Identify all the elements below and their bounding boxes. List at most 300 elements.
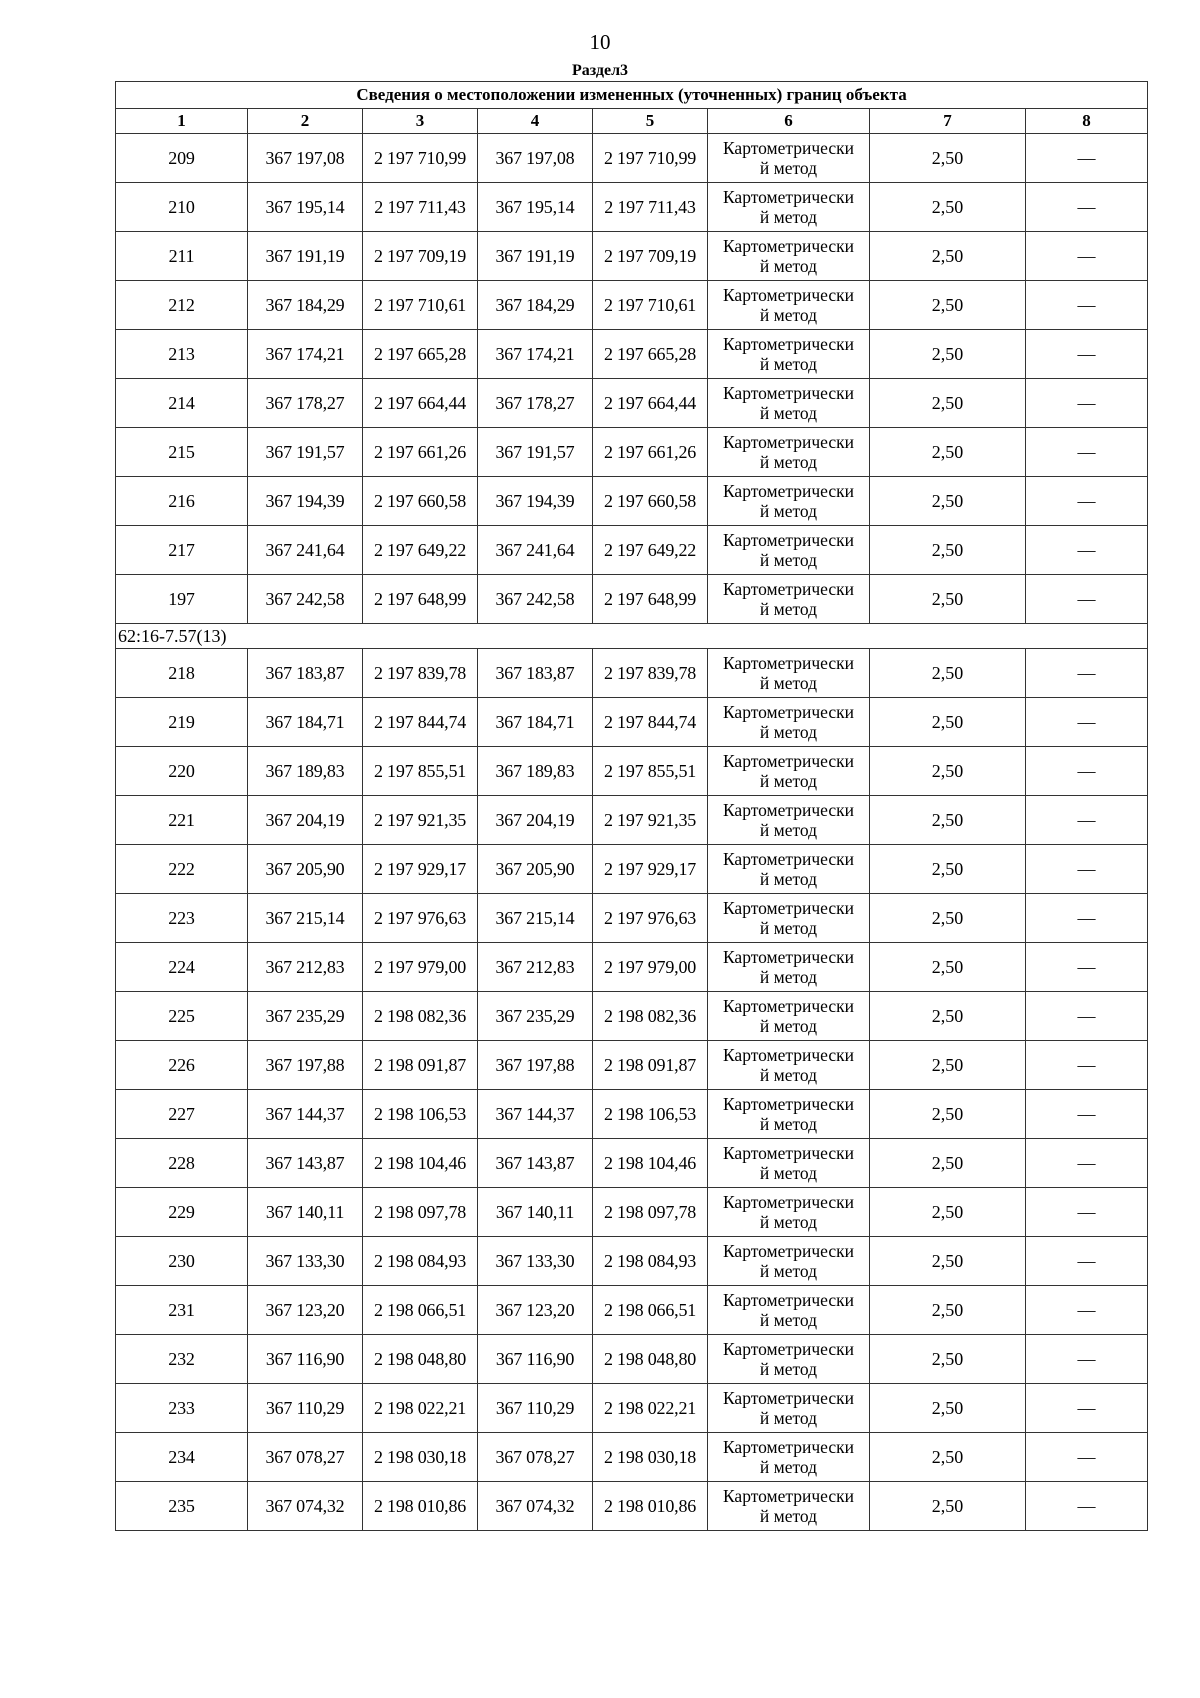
table-row bbox=[116, 281, 1148, 330]
method-cell bbox=[708, 183, 870, 232]
point-number: 215 bbox=[116, 428, 248, 477]
x-new: 367 116,90 bbox=[478, 1335, 593, 1384]
x-new: 367 235,29 bbox=[478, 992, 593, 1041]
point-number: 197 bbox=[116, 575, 248, 624]
method-text-line1: Картометрически bbox=[722, 1045, 855, 1065]
accuracy-value: 2,50 bbox=[870, 183, 1026, 232]
note-dash: — bbox=[1026, 330, 1148, 379]
accuracy-value: 2,50 bbox=[870, 698, 1026, 747]
y-old: 2 197 665,28 bbox=[363, 330, 478, 379]
method-cell bbox=[708, 796, 870, 845]
accuracy-value: 2,50 bbox=[870, 992, 1026, 1041]
y-new: 2 198 022,21 bbox=[593, 1384, 708, 1433]
x-old: 367 242,58 bbox=[248, 575, 363, 624]
y-old: 2 197 661,26 bbox=[363, 428, 478, 477]
method-cell bbox=[708, 1139, 870, 1188]
x-new: 367 140,11 bbox=[478, 1188, 593, 1237]
accuracy-value: 2,50 bbox=[870, 1384, 1026, 1433]
column-number: 3 bbox=[363, 109, 478, 134]
accuracy-value: 2,50 bbox=[870, 232, 1026, 281]
method-text-line1: Картометрически bbox=[722, 285, 855, 305]
method-cell bbox=[708, 379, 870, 428]
method-cell bbox=[708, 1286, 870, 1335]
accuracy-value: 2,50 bbox=[870, 1139, 1026, 1188]
note-dash: — bbox=[1026, 281, 1148, 330]
note-dash: — bbox=[1026, 526, 1148, 575]
x-old: 367 197,08 bbox=[248, 134, 363, 183]
y-old: 2 198 106,53 bbox=[363, 1090, 478, 1139]
point-number: 218 bbox=[116, 649, 248, 698]
method-text-line2: й метод bbox=[759, 967, 818, 987]
method-cell bbox=[708, 1335, 870, 1384]
x-old: 367 116,90 bbox=[248, 1335, 363, 1384]
method-cell bbox=[708, 330, 870, 379]
table-row bbox=[116, 183, 1148, 232]
table-row bbox=[116, 1482, 1148, 1531]
method-text-line2: й метод bbox=[759, 1506, 818, 1526]
x-new: 367 241,64 bbox=[478, 526, 593, 575]
method-text-line2: й метод bbox=[759, 771, 818, 791]
method-cell bbox=[708, 1188, 870, 1237]
method-text-line1: Картометрически bbox=[722, 849, 855, 869]
y-old: 2 198 104,46 bbox=[363, 1139, 478, 1188]
note-dash: — bbox=[1026, 477, 1148, 526]
method-cell bbox=[708, 992, 870, 1041]
table-row bbox=[116, 575, 1148, 624]
x-new: 367 191,19 bbox=[478, 232, 593, 281]
method-text-line2: й метод bbox=[759, 158, 818, 178]
y-old: 2 198 048,80 bbox=[363, 1335, 478, 1384]
method-text-line2: й метод bbox=[759, 820, 818, 840]
y-old: 2 198 030,18 bbox=[363, 1433, 478, 1482]
table-title: Сведения о местоположении измененных (уточненных) границ объекта bbox=[116, 82, 1148, 109]
y-new: 2 197 649,22 bbox=[593, 526, 708, 575]
accuracy-value: 2,50 bbox=[870, 134, 1026, 183]
column-number: 1 bbox=[116, 109, 248, 134]
x-old: 367 184,71 bbox=[248, 698, 363, 747]
y-new: 2 197 648,99 bbox=[593, 575, 708, 624]
method-text-line2: й метод bbox=[759, 1359, 818, 1379]
note-dash: — bbox=[1026, 1237, 1148, 1286]
method-cell bbox=[708, 1041, 870, 1090]
column-number: 7 bbox=[870, 109, 1026, 134]
group-header-row bbox=[116, 624, 1148, 649]
method-text-line1: Картометрически bbox=[722, 653, 855, 673]
x-old: 367 215,14 bbox=[248, 894, 363, 943]
y-new: 2 198 091,87 bbox=[593, 1041, 708, 1090]
table-title-row bbox=[116, 82, 1148, 109]
x-new: 367 191,57 bbox=[478, 428, 593, 477]
point-number: 212 bbox=[116, 281, 248, 330]
x-new: 367 144,37 bbox=[478, 1090, 593, 1139]
y-old: 2 197 649,22 bbox=[363, 526, 478, 575]
method-text-line2: й метод bbox=[759, 673, 818, 693]
x-new: 367 110,29 bbox=[478, 1384, 593, 1433]
y-new: 2 197 710,61 bbox=[593, 281, 708, 330]
method-text-line1: Картометрически bbox=[722, 947, 855, 967]
x-new: 367 078,27 bbox=[478, 1433, 593, 1482]
x-old: 367 191,57 bbox=[248, 428, 363, 477]
table-row bbox=[116, 698, 1148, 747]
note-dash: — bbox=[1026, 575, 1148, 624]
column-number-row bbox=[116, 109, 1148, 134]
note-dash: — bbox=[1026, 134, 1148, 183]
y-old: 2 198 091,87 bbox=[363, 1041, 478, 1090]
note-dash: — bbox=[1026, 649, 1148, 698]
method-cell bbox=[708, 575, 870, 624]
x-old: 367 191,19 bbox=[248, 232, 363, 281]
y-new: 2 197 709,19 bbox=[593, 232, 708, 281]
x-new: 367 174,21 bbox=[478, 330, 593, 379]
method-text-line1: Картометрически bbox=[722, 1094, 855, 1114]
y-old: 2 198 010,86 bbox=[363, 1482, 478, 1531]
x-old: 367 194,39 bbox=[248, 477, 363, 526]
note-dash: — bbox=[1026, 796, 1148, 845]
column-number: 6 bbox=[708, 109, 870, 134]
table-body bbox=[116, 134, 1148, 1531]
table-row bbox=[116, 1237, 1148, 1286]
y-old: 2 197 929,17 bbox=[363, 845, 478, 894]
accuracy-value: 2,50 bbox=[870, 477, 1026, 526]
method-cell bbox=[708, 1090, 870, 1139]
y-new: 2 197 844,74 bbox=[593, 698, 708, 747]
method-text-line2: й метод bbox=[759, 869, 818, 889]
method-text-line1: Картометрически bbox=[722, 898, 855, 918]
x-old: 367 174,21 bbox=[248, 330, 363, 379]
method-text-line1: Картометрически bbox=[722, 383, 855, 403]
table-row bbox=[116, 943, 1148, 992]
point-number: 216 bbox=[116, 477, 248, 526]
point-number: 229 bbox=[116, 1188, 248, 1237]
x-new: 367 133,30 bbox=[478, 1237, 593, 1286]
accuracy-value: 2,50 bbox=[870, 1286, 1026, 1335]
x-new: 367 205,90 bbox=[478, 845, 593, 894]
x-new: 367 194,39 bbox=[478, 477, 593, 526]
x-old: 367 241,64 bbox=[248, 526, 363, 575]
x-old: 367 133,30 bbox=[248, 1237, 363, 1286]
method-text-line1: Картометрически bbox=[722, 481, 855, 501]
method-text-line2: й метод bbox=[759, 452, 818, 472]
note-dash: — bbox=[1026, 232, 1148, 281]
x-new: 367 143,87 bbox=[478, 1139, 593, 1188]
x-new: 367 197,08 bbox=[478, 134, 593, 183]
y-old: 2 198 022,21 bbox=[363, 1384, 478, 1433]
y-new: 2 198 106,53 bbox=[593, 1090, 708, 1139]
method-text-line1: Картометрически bbox=[722, 1486, 855, 1506]
table-row bbox=[116, 1335, 1148, 1384]
method-cell bbox=[708, 232, 870, 281]
x-old: 367 183,87 bbox=[248, 649, 363, 698]
note-dash: — bbox=[1026, 379, 1148, 428]
table-row bbox=[116, 134, 1148, 183]
table-row bbox=[116, 1286, 1148, 1335]
accuracy-value: 2,50 bbox=[870, 428, 1026, 477]
table-row bbox=[116, 894, 1148, 943]
y-old: 2 197 839,78 bbox=[363, 649, 478, 698]
note-dash: — bbox=[1026, 1090, 1148, 1139]
y-new: 2 197 929,17 bbox=[593, 845, 708, 894]
y-old: 2 198 082,36 bbox=[363, 992, 478, 1041]
x-new: 367 242,58 bbox=[478, 575, 593, 624]
note-dash: — bbox=[1026, 943, 1148, 992]
accuracy-value: 2,50 bbox=[870, 1433, 1026, 1482]
y-old: 2 197 709,19 bbox=[363, 232, 478, 281]
y-new: 2 198 104,46 bbox=[593, 1139, 708, 1188]
y-old: 2 197 648,99 bbox=[363, 575, 478, 624]
note-dash: — bbox=[1026, 1188, 1148, 1237]
note-dash: — bbox=[1026, 845, 1148, 894]
point-number: 231 bbox=[116, 1286, 248, 1335]
y-new: 2 197 921,35 bbox=[593, 796, 708, 845]
method-cell bbox=[708, 1384, 870, 1433]
x-old: 367 197,88 bbox=[248, 1041, 363, 1090]
method-text-line2: й метод bbox=[759, 1408, 818, 1428]
method-text-line1: Картометрически bbox=[722, 996, 855, 1016]
x-new: 367 178,27 bbox=[478, 379, 593, 428]
method-cell bbox=[708, 526, 870, 575]
point-number: 222 bbox=[116, 845, 248, 894]
point-number: 234 bbox=[116, 1433, 248, 1482]
method-text-line2: й метод bbox=[759, 1016, 818, 1036]
boundary-table bbox=[115, 81, 1148, 1531]
x-old: 367 212,83 bbox=[248, 943, 363, 992]
method-text-line2: й метод bbox=[759, 1114, 818, 1134]
accuracy-value: 2,50 bbox=[870, 649, 1026, 698]
note-dash: — bbox=[1026, 1335, 1148, 1384]
table-row bbox=[116, 1433, 1148, 1482]
method-text-line1: Картометрически bbox=[722, 1339, 855, 1359]
point-number: 230 bbox=[116, 1237, 248, 1286]
note-dash: — bbox=[1026, 1433, 1148, 1482]
group-label: 62:16-7.57(13) bbox=[116, 624, 1148, 649]
accuracy-value: 2,50 bbox=[870, 526, 1026, 575]
table-row bbox=[116, 379, 1148, 428]
accuracy-value: 2,50 bbox=[870, 281, 1026, 330]
accuracy-value: 2,50 bbox=[870, 796, 1026, 845]
point-number: 232 bbox=[116, 1335, 248, 1384]
x-new: 367 183,87 bbox=[478, 649, 593, 698]
method-cell bbox=[708, 894, 870, 943]
method-text-line1: Картометрически bbox=[722, 579, 855, 599]
y-old: 2 197 855,51 bbox=[363, 747, 478, 796]
method-text-line1: Картометрически bbox=[722, 432, 855, 452]
y-old: 2 198 097,78 bbox=[363, 1188, 478, 1237]
note-dash: — bbox=[1026, 1286, 1148, 1335]
accuracy-value: 2,50 bbox=[870, 1188, 1026, 1237]
x-new: 367 184,29 bbox=[478, 281, 593, 330]
x-old: 367 195,14 bbox=[248, 183, 363, 232]
method-text-line2: й метод bbox=[759, 550, 818, 570]
method-text-line2: й метод bbox=[759, 305, 818, 325]
table-row bbox=[116, 330, 1148, 379]
y-new: 2 197 976,63 bbox=[593, 894, 708, 943]
y-old: 2 197 660,58 bbox=[363, 477, 478, 526]
table-row bbox=[116, 1090, 1148, 1139]
note-dash: — bbox=[1026, 1482, 1148, 1531]
note-dash: — bbox=[1026, 992, 1148, 1041]
table-row bbox=[116, 992, 1148, 1041]
method-text-line2: й метод bbox=[759, 1261, 818, 1281]
accuracy-value: 2,50 bbox=[870, 575, 1026, 624]
x-new: 367 184,71 bbox=[478, 698, 593, 747]
method-cell bbox=[708, 649, 870, 698]
accuracy-value: 2,50 bbox=[870, 894, 1026, 943]
x-old: 367 110,29 bbox=[248, 1384, 363, 1433]
method-text-line1: Картометрически bbox=[722, 530, 855, 550]
y-new: 2 197 711,43 bbox=[593, 183, 708, 232]
table-row bbox=[116, 747, 1148, 796]
table-row bbox=[116, 232, 1148, 281]
point-number: 225 bbox=[116, 992, 248, 1041]
accuracy-value: 2,50 bbox=[870, 845, 1026, 894]
note-dash: — bbox=[1026, 428, 1148, 477]
y-new: 2 197 665,28 bbox=[593, 330, 708, 379]
x-old: 367 074,32 bbox=[248, 1482, 363, 1531]
method-text-line1: Картометрически bbox=[722, 334, 855, 354]
method-cell bbox=[708, 477, 870, 526]
method-cell bbox=[708, 1237, 870, 1286]
method-cell bbox=[708, 845, 870, 894]
y-new: 2 197 661,26 bbox=[593, 428, 708, 477]
method-text-line2: й метод bbox=[759, 1457, 818, 1477]
y-old: 2 197 710,99 bbox=[363, 134, 478, 183]
accuracy-value: 2,50 bbox=[870, 1335, 1026, 1384]
note-dash: — bbox=[1026, 1139, 1148, 1188]
section-title: Раздел3 bbox=[571, 62, 629, 79]
y-old: 2 197 844,74 bbox=[363, 698, 478, 747]
page-number: 10 bbox=[589, 30, 611, 54]
method-text-line2: й метод bbox=[759, 1212, 818, 1232]
y-old: 2 197 710,61 bbox=[363, 281, 478, 330]
method-text-line1: Картометрически bbox=[722, 702, 855, 722]
method-text-line2: й метод bbox=[759, 1163, 818, 1183]
y-new: 2 197 710,99 bbox=[593, 134, 708, 183]
y-old: 2 197 921,35 bbox=[363, 796, 478, 845]
method-text-line1: Картометрически bbox=[722, 1388, 855, 1408]
x-old: 367 143,87 bbox=[248, 1139, 363, 1188]
table-row bbox=[116, 428, 1148, 477]
x-new: 367 189,83 bbox=[478, 747, 593, 796]
accuracy-value: 2,50 bbox=[870, 747, 1026, 796]
y-new: 2 198 030,18 bbox=[593, 1433, 708, 1482]
x-new: 367 074,32 bbox=[478, 1482, 593, 1531]
y-new: 2 197 855,51 bbox=[593, 747, 708, 796]
method-text-line2: й метод bbox=[759, 599, 818, 619]
method-text-line1: Картометрически bbox=[722, 138, 855, 158]
method-text-line1: Картометрически bbox=[722, 751, 855, 771]
table-row bbox=[116, 1384, 1148, 1433]
point-number: 217 bbox=[116, 526, 248, 575]
method-cell bbox=[708, 281, 870, 330]
method-text-line2: й метод bbox=[759, 1065, 818, 1085]
x-old: 367 204,19 bbox=[248, 796, 363, 845]
note-dash: — bbox=[1026, 183, 1148, 232]
table-row bbox=[116, 526, 1148, 575]
method-text-line2: й метод bbox=[759, 256, 818, 276]
method-text-line1: Картометрически bbox=[722, 187, 855, 207]
note-dash: — bbox=[1026, 698, 1148, 747]
method-text-line1: Картометрически bbox=[722, 236, 855, 256]
method-cell bbox=[708, 1433, 870, 1482]
point-number: 209 bbox=[116, 134, 248, 183]
y-new: 2 197 839,78 bbox=[593, 649, 708, 698]
note-dash: — bbox=[1026, 894, 1148, 943]
method-text-line1: Картометрически bbox=[722, 1143, 855, 1163]
x-old: 367 140,11 bbox=[248, 1188, 363, 1237]
y-new: 2 198 010,86 bbox=[593, 1482, 708, 1531]
y-old: 2 197 976,63 bbox=[363, 894, 478, 943]
point-number: 228 bbox=[116, 1139, 248, 1188]
method-text-line2: й метод bbox=[759, 403, 818, 423]
method-cell bbox=[708, 134, 870, 183]
point-number: 235 bbox=[116, 1482, 248, 1531]
y-new: 2 197 664,44 bbox=[593, 379, 708, 428]
point-number: 224 bbox=[116, 943, 248, 992]
column-number: 4 bbox=[478, 109, 593, 134]
table-row bbox=[116, 649, 1148, 698]
method-cell bbox=[708, 747, 870, 796]
y-old: 2 197 711,43 bbox=[363, 183, 478, 232]
method-cell bbox=[708, 698, 870, 747]
accuracy-value: 2,50 bbox=[870, 330, 1026, 379]
x-old: 367 123,20 bbox=[248, 1286, 363, 1335]
column-number: 2 bbox=[248, 109, 363, 134]
y-new: 2 198 048,80 bbox=[593, 1335, 708, 1384]
x-old: 367 205,90 bbox=[248, 845, 363, 894]
method-text-line1: Картометрически bbox=[722, 1437, 855, 1457]
method-text-line2: й метод bbox=[759, 918, 818, 938]
table-row bbox=[116, 1139, 1148, 1188]
x-old: 367 235,29 bbox=[248, 992, 363, 1041]
table-row bbox=[116, 845, 1148, 894]
y-new: 2 198 082,36 bbox=[593, 992, 708, 1041]
y-new: 2 198 084,93 bbox=[593, 1237, 708, 1286]
x-new: 367 197,88 bbox=[478, 1041, 593, 1090]
accuracy-value: 2,50 bbox=[870, 379, 1026, 428]
x-old: 367 184,29 bbox=[248, 281, 363, 330]
accuracy-value: 2,50 bbox=[870, 1482, 1026, 1531]
method-cell bbox=[708, 1482, 870, 1531]
method-text-line2: й метод bbox=[759, 354, 818, 374]
point-number: 219 bbox=[116, 698, 248, 747]
method-text-line2: й метод bbox=[759, 207, 818, 227]
column-number: 5 bbox=[593, 109, 708, 134]
x-new: 367 204,19 bbox=[478, 796, 593, 845]
point-number: 227 bbox=[116, 1090, 248, 1139]
table-row bbox=[116, 1188, 1148, 1237]
x-old: 367 189,83 bbox=[248, 747, 363, 796]
x-new: 367 123,20 bbox=[478, 1286, 593, 1335]
y-new: 2 198 066,51 bbox=[593, 1286, 708, 1335]
table-row bbox=[116, 477, 1148, 526]
accuracy-value: 2,50 bbox=[870, 1237, 1026, 1286]
note-dash: — bbox=[1026, 747, 1148, 796]
note-dash: — bbox=[1026, 1384, 1148, 1433]
point-number: 220 bbox=[116, 747, 248, 796]
x-old: 367 078,27 bbox=[248, 1433, 363, 1482]
method-text-line1: Картометрически bbox=[722, 1290, 855, 1310]
column-number: 8 bbox=[1026, 109, 1148, 134]
method-text-line1: Картометрически bbox=[722, 1192, 855, 1212]
y-new: 2 197 660,58 bbox=[593, 477, 708, 526]
method-text-line2: й метод bbox=[759, 1310, 818, 1330]
method-cell bbox=[708, 943, 870, 992]
method-text-line1: Картометрически bbox=[722, 800, 855, 820]
accuracy-value: 2,50 bbox=[870, 943, 1026, 992]
y-old: 2 198 084,93 bbox=[363, 1237, 478, 1286]
note-dash: — bbox=[1026, 1041, 1148, 1090]
table-row bbox=[116, 1041, 1148, 1090]
